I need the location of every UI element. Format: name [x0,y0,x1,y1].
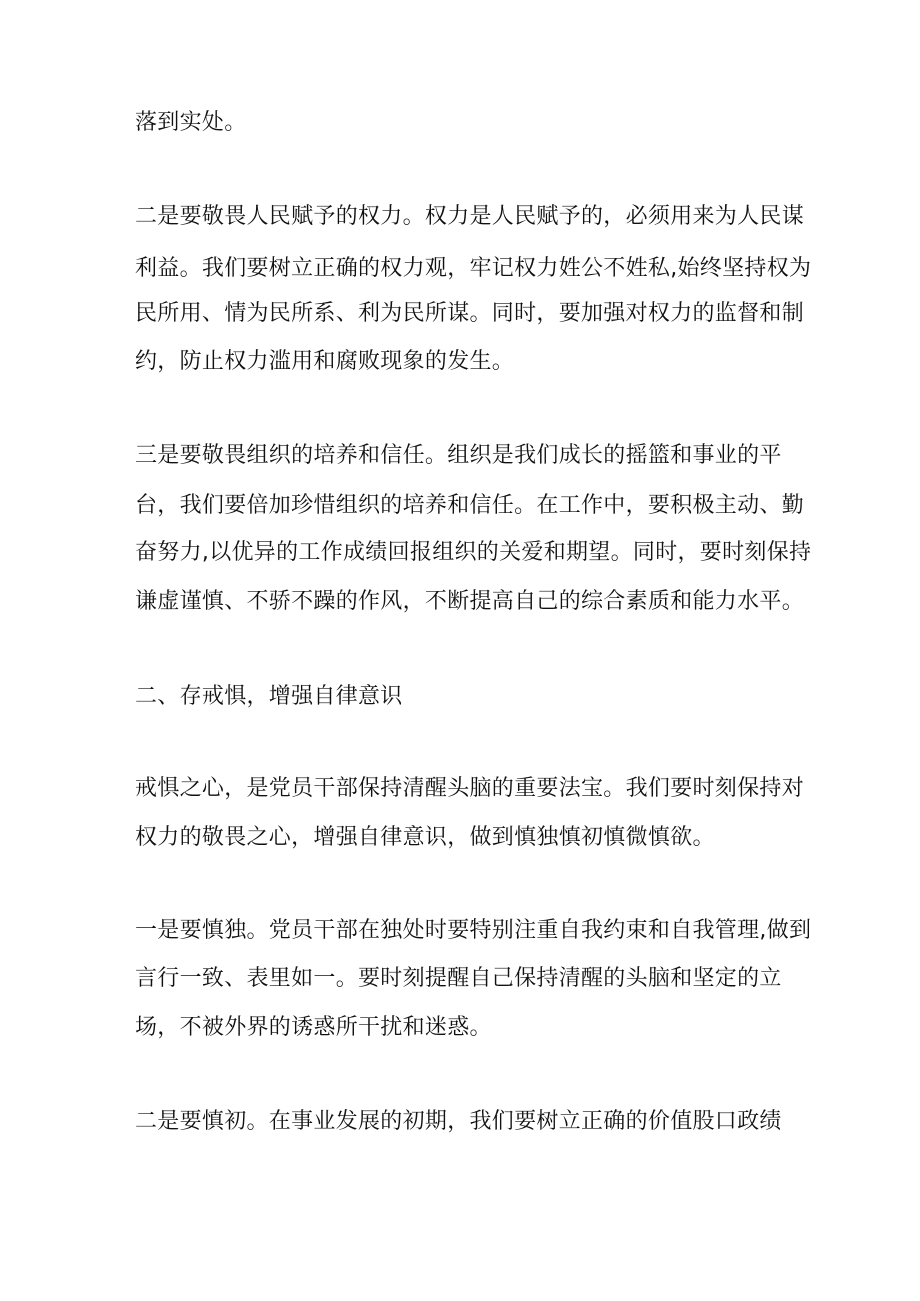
text-line: 场，不被外界的诱惑所干扰和迷惑。 [135,1015,492,1040]
text-line: 权力的敬畏之心，增强自律意识，做到慎独慎初慎微慎欲。 [135,825,715,850]
text-line: 民所用、情为民所系、利为民所谋。同时，要加强对权力的监督和制 [135,301,805,326]
text-line: 利益。我们要树立正确的权力观，牢记权力姓公不姓私,始终坚持权为 [135,256,812,281]
text-line: 奋努力,以优异的工作成绩回报组织的关爱和期望。同时，要时刻保持 [135,540,812,565]
text-line: 台，我们要倍加珍惜组织的培养和信任。在工作中，要积极主动、勤 [135,493,805,518]
text-line: 二是要慎初。在事业发展的初期，我们要树立正确的价值股口政绩 [135,1109,782,1134]
text-line: 约，防止权力滥用和腐败现象的发生。 [135,349,515,374]
text-line: 三是要敬畏组织的培养和信任。组织是我们成长的摇篮和事业的平 [135,443,782,468]
text-line: 二是要敬畏人民赋予的权力。权力是人民赋予的，必须用来为人民谋 [135,204,805,229]
section-heading: 二、存戒惧，增强自律意识 [135,684,403,709]
text-line: 落到实处。 [135,110,247,135]
text-line: 一是要慎独。党员干部在独处时要特别注重自我约束和自我管理,做到 [135,918,812,943]
text-line: 谦虚谨慎、不骄不躁的作风，不断提高自己的综合素质和能力水平。 [135,589,805,614]
text-line: 戒惧之心，是党员干部保持清醒头脑的重要法宝。我们要时刻保持对 [135,776,805,801]
text-line: 言行一致、表里如一。要时刻提醒自己保持清醒的头脑和坚定的立 [135,966,782,991]
